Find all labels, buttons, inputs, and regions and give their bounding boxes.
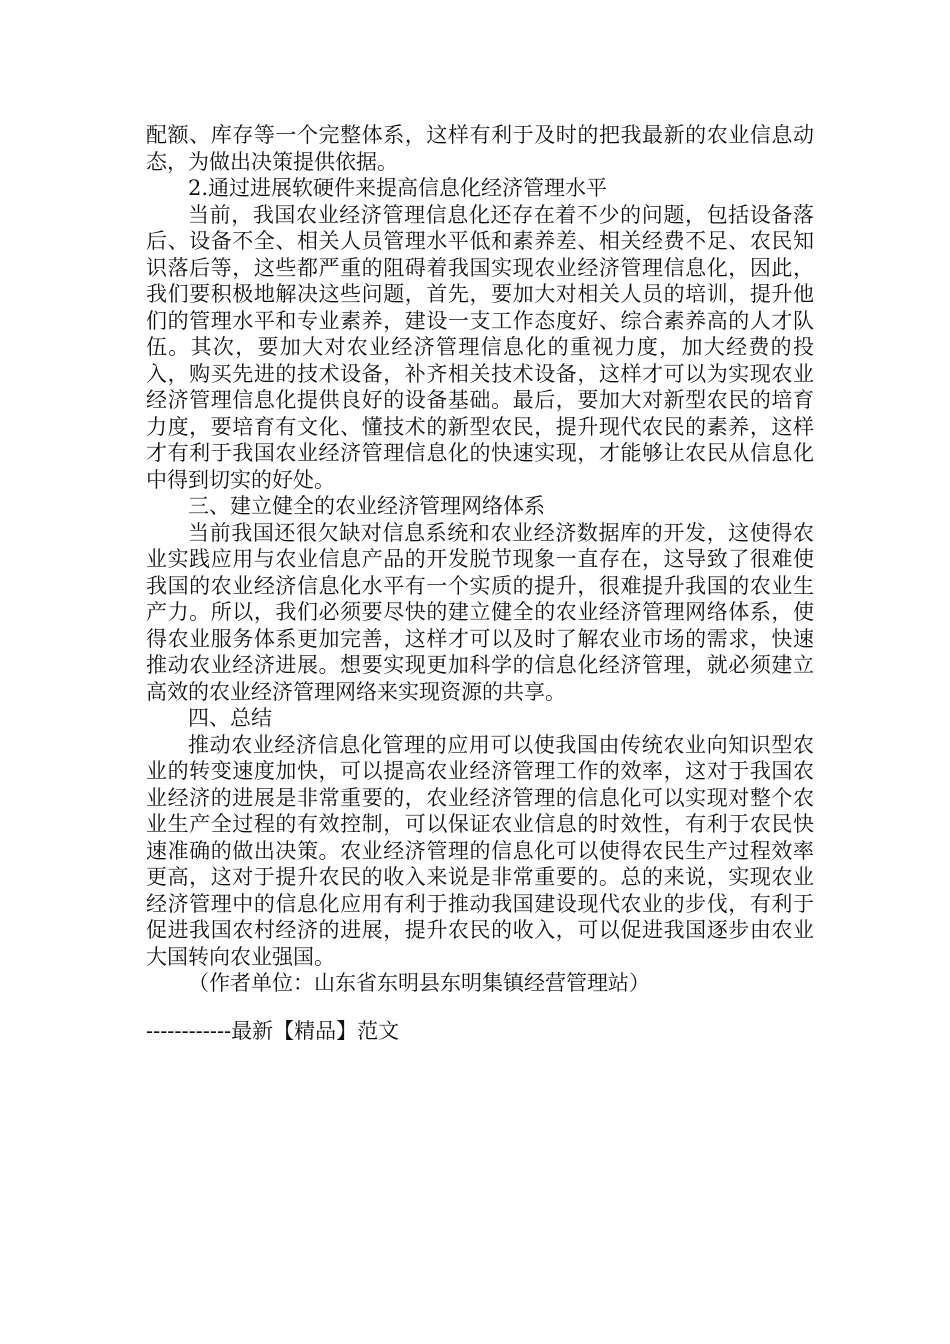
paragraph-network-system: 当前我国还很欠缺对信息系统和农业经济数据库的开发，这使得农业实践应用与农业信息产品的开发脱节现象一直存在，这导致了很难使我国的农业经济信息化水平有一个实质的提升，很难提升我国的农业生产力。所以，我们必须要尽快的建立健全的农业经济管理网络体系，使得农业服务体系更加完善，这样才可以及时了解农业市场的需求，快速推动农业经济进展。想要实现更加科学的信息化经济管理，就必须建立高效的农业经济管理网络来实现资源的共享。: [146, 520, 814, 704]
document-body: [146, 122, 814, 997]
section-heading-network-system: 三、建立健全的农业经济管理网络体系: [188, 494, 545, 518]
paragraph-continuation: 配额、库存等一个完整体系，这样有利于及时的把我最新的农业信息动态，为做出决策提供依据。: [146, 123, 814, 174]
section-heading-summary: 四、总结: [188, 706, 272, 730]
paragraph-problems-solutions: 当前，我国农业经济管理信息化还存在着不少的问题，包括设备落后、设备不全、相关人员管理水平低和素养差、相关经费不足、农民知识落后等，这些都严重的阻碍着我国实现农业经济管理信息化，因此，我们要积极地解决这些问题，首先，要加大对相关人员的培训，提升他们的管理水平和专业素养，建设一支工作态度好、综合素养高的人才队伍。其次，要加大对农业经济管理信息化的重视力度，加大经费的投入，购买先进的技术设备，补齐相关技术设备，这样才可以为实现农业经济管理信息化提供良好的设备基础。最后，要加大对新型农民的培育力度，要培育有文化、懂技术的新型农民，提升现代农民的素养，这样才有利于我国农业经济管理信息化的快速实现，才能够让农民从信息化中得到切实的好处。: [146, 202, 814, 492]
footer-label: ------------最新【精品】范文: [146, 1019, 400, 1043]
author-affiliation: （作者单位：山东省东明县东明集镇经营管理站）: [188, 971, 650, 995]
subsection-heading-software-hardware: 2.通过进展软硬件来提高信息化经济管理水平: [188, 176, 608, 200]
paragraph-summary: 推动农业经济信息化管理的应用可以使我国由传统农业向知识型农业的转变速度加快，可以提高农业经济管理工作的效率，这对于我国农业经济的进展是非常重要的，农业经济管理的信息化可以实现对整个农业生产全过程的有效控制，可以保证农业信息的时效性，有利于农民快速准确的做出决策。农业经济管理的信息化可以使得农民生产过程效率更高，这对于提升农民的收入来说是非常重要的。总的来说，实现农业经济管理中的信息化应用有利于推动我国建设现代农业的步伐，有利于促进我国农村经济的进展，提升农民的收入，可以促进我国逐步由农业大国转向农业强国。: [146, 732, 814, 969]
